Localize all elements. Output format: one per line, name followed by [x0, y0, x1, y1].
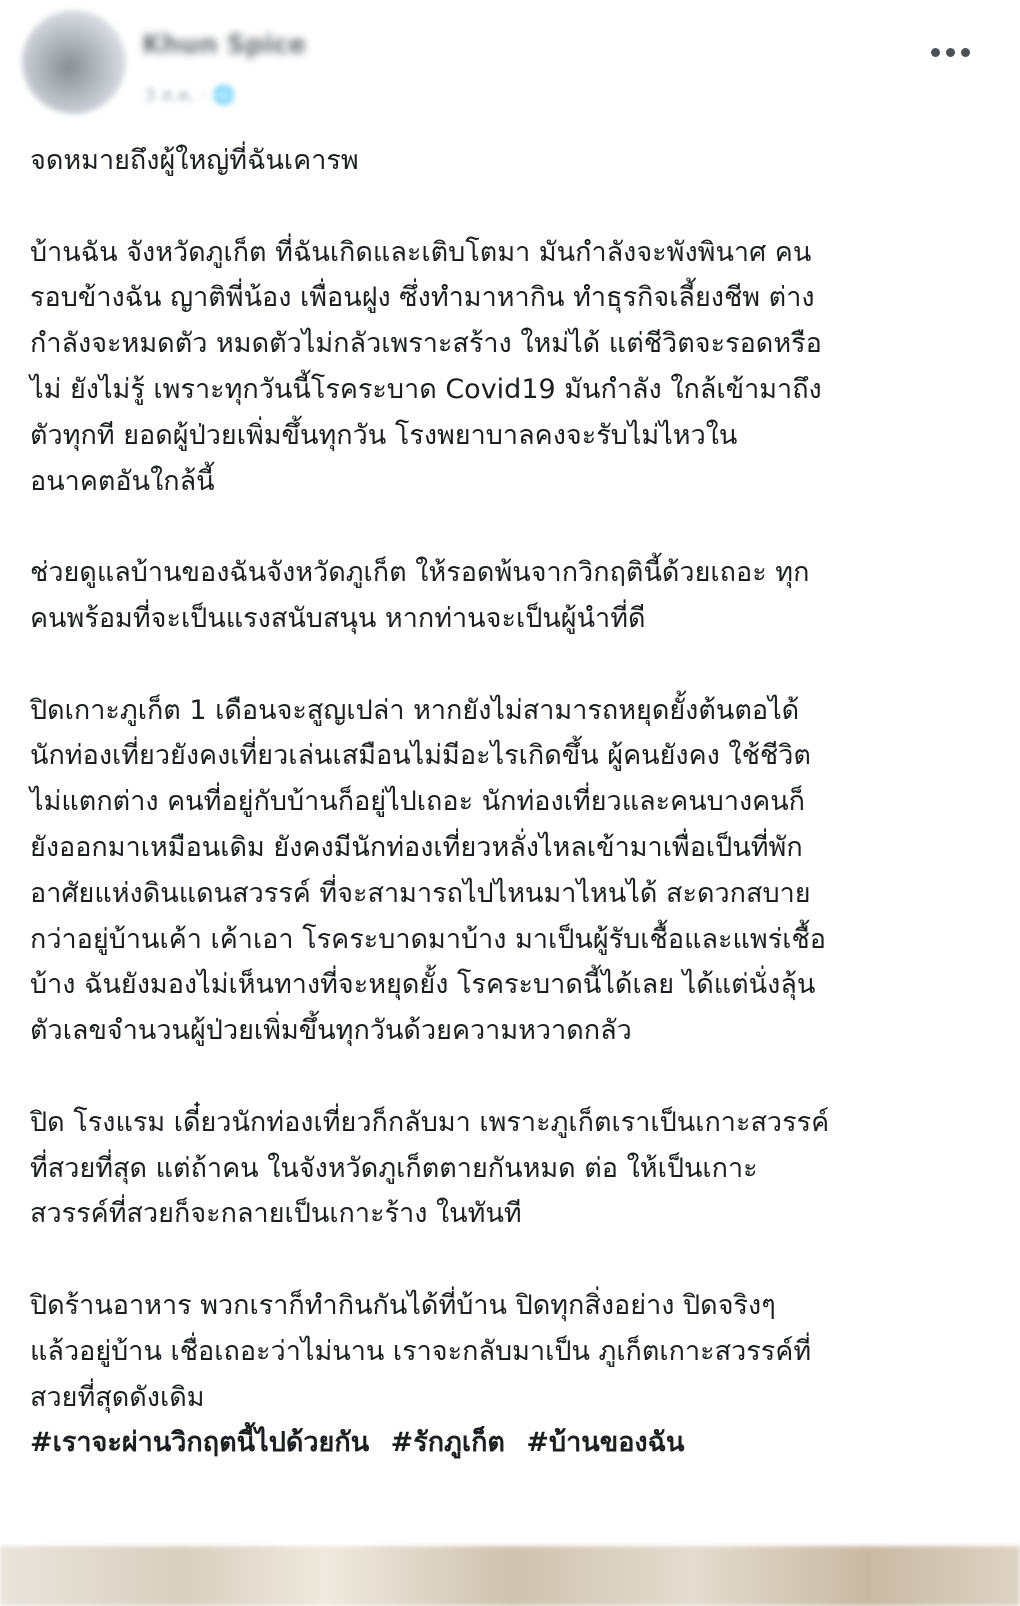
text-line: ช่วยดูแลบ้านของฉันจังหวัดภูเก็ต ให้รอดพ้นจากวิกฤตินี้ด้วยเถอะ ทุก: [30, 557, 810, 589]
text-line: แล้วอยู่บ้าน เชื่อเถอะว่าไม่นาน เราจะกลับมาเป็น ภูเก็ตเกาะสวรรค์ที่: [30, 1335, 812, 1367]
post-paragraph: [30, 550, 980, 642]
post-body: [30, 138, 980, 1466]
text-line: นักท่องเที่ยวยังคงเที่ยวเล่นเสมือนไม่มีอะไรเกิดขึ้น ผู้คนยังคง ใช้ชีวิต: [30, 740, 811, 772]
more-options-button[interactable]: [920, 30, 980, 74]
text-line: อนาคตอันใกล้นี้: [30, 465, 215, 497]
hashtag-link[interactable]: #รักภูเก็ต: [390, 1427, 505, 1459]
text-line: สวรรค์ที่สวยก็จะกลายเป็นเกาะร้าง ในทันที: [30, 1198, 522, 1230]
avatar[interactable]: [22, 10, 126, 114]
text-line: กำลังจะหมดตัว หมดตัวไม่กลัวเพราะสร้าง ใหม่ได้ แต่ชีวิตจะรอดหรือ: [30, 328, 822, 360]
post-paragraph: [30, 1100, 980, 1237]
text-line: ปิด โรงแรม เดี๋ยวนักท่องเที่ยวก็กลับมา เพราะภูเก็ตเราเป็นเกาะสวรรค์: [30, 1106, 830, 1138]
hashtags: [30, 1420, 980, 1466]
post-paragraph: [30, 688, 980, 1054]
text-line: รอบข้างฉัน ญาติพี่น้อง เพื่อนฝูง ซึ่งทำมาหากิน ทำธุรกิจเลี้ยงชีพ ต่าง: [30, 282, 815, 314]
more-horizontal-icon: [931, 48, 970, 57]
post-salutation: [30, 138, 980, 184]
text-line: ไม่ ยังไม่รู้ เพราะทุกวันนี้โรคระบาด Covid19 มันกำลัง ใกล้เข้ามาถึง: [30, 373, 822, 405]
text-line: จดหมายถึงผู้ใหญ่ที่ฉันเคารพ: [30, 145, 359, 176]
text-line: คนพร้อมที่จะเป็นแรงสนับสนุน หากท่านจะเป็นผู้นำที่ดี: [30, 602, 646, 634]
text-line: ที่สวยที่สุด แต่ถ้าคน ในจังหวัดภูเก็ตตายกันหมด ต่อ ให้เป็นเกาะ: [30, 1152, 758, 1184]
text-line: สวยที่สุดดังเดิม: [30, 1381, 205, 1413]
text-line: ยังออกมาเหมือนเดิม ยังคงมีนักท่องเที่ยวหลั่งไหลเข้ามาเพื่อเป็นที่พัก: [30, 831, 803, 863]
text-line: ไม่แตกต่าง คนที่อยู่กับบ้านก็อยู่ไปเถอะ นักท่องเที่ยวและคนบางคนก็: [30, 786, 806, 818]
text-line: ปิดเกาะภูเก็ต 1 เดือนจะสูญเปล่า หากยังไม่สามารถหยุดยั้งต้นตอได้: [30, 694, 800, 726]
text-line: อาศัยแห่งดินแดนสวรรค์ ที่จะสามารถไปไหนมาไหนได้ สะดวกสบาย: [30, 877, 811, 909]
text-line: ตัวทุกที ยอดผู้ป่วยเพิ่มขึ้นทุกวัน โรงพยาบาลคงจะรับไม่ไหวใน: [30, 419, 738, 451]
hashtag-link[interactable]: #เราจะผ่านวิกฤตนี้ไปด้วยกัน: [30, 1427, 370, 1459]
author-name[interactable]: Khun Spice: [142, 30, 307, 60]
hashtag-link[interactable]: #บ้านของฉัน: [526, 1427, 685, 1459]
text-line: บ้าง ฉันยังมองไม่เห็นทางที่จะหยุดยั้ง โรคระบาดนี้ได้เลย ได้แต่นั่งลุ้น: [30, 969, 816, 1001]
post-image[interactable]: [0, 1546, 1020, 1606]
post-paragraphs: [30, 138, 980, 1420]
post-header: [0, 0, 1020, 130]
text-line: กว่าอยู่บ้านเค้า เค้าเอา โรคระบาดมาบ้าง มาเป็นผู้รับเชื้อและแพร่เชื้อ: [30, 923, 826, 955]
post-paragraph: [30, 1283, 980, 1420]
text-line: ปิดร้านอาหาร พวกเราก็ทำกินกันได้ที่บ้าน ปิดทุกสิ่งอย่าง ปิดจริงๆ: [30, 1289, 776, 1321]
post-paragraph: [30, 230, 980, 505]
post-timestamp[interactable]: 3 ส.ค. · 🌐: [144, 85, 236, 106]
text-line: ตัวเลขจำนวนผู้ป่วยเพิ่มขึ้นทุกวันด้วยความหวาดกลัว: [30, 1015, 632, 1047]
text-line: บ้านฉัน จังหวัดภูเก็ต ที่ฉันเกิดและเติบโตมา มันกำลังจะพังพินาศ คน: [30, 236, 812, 268]
